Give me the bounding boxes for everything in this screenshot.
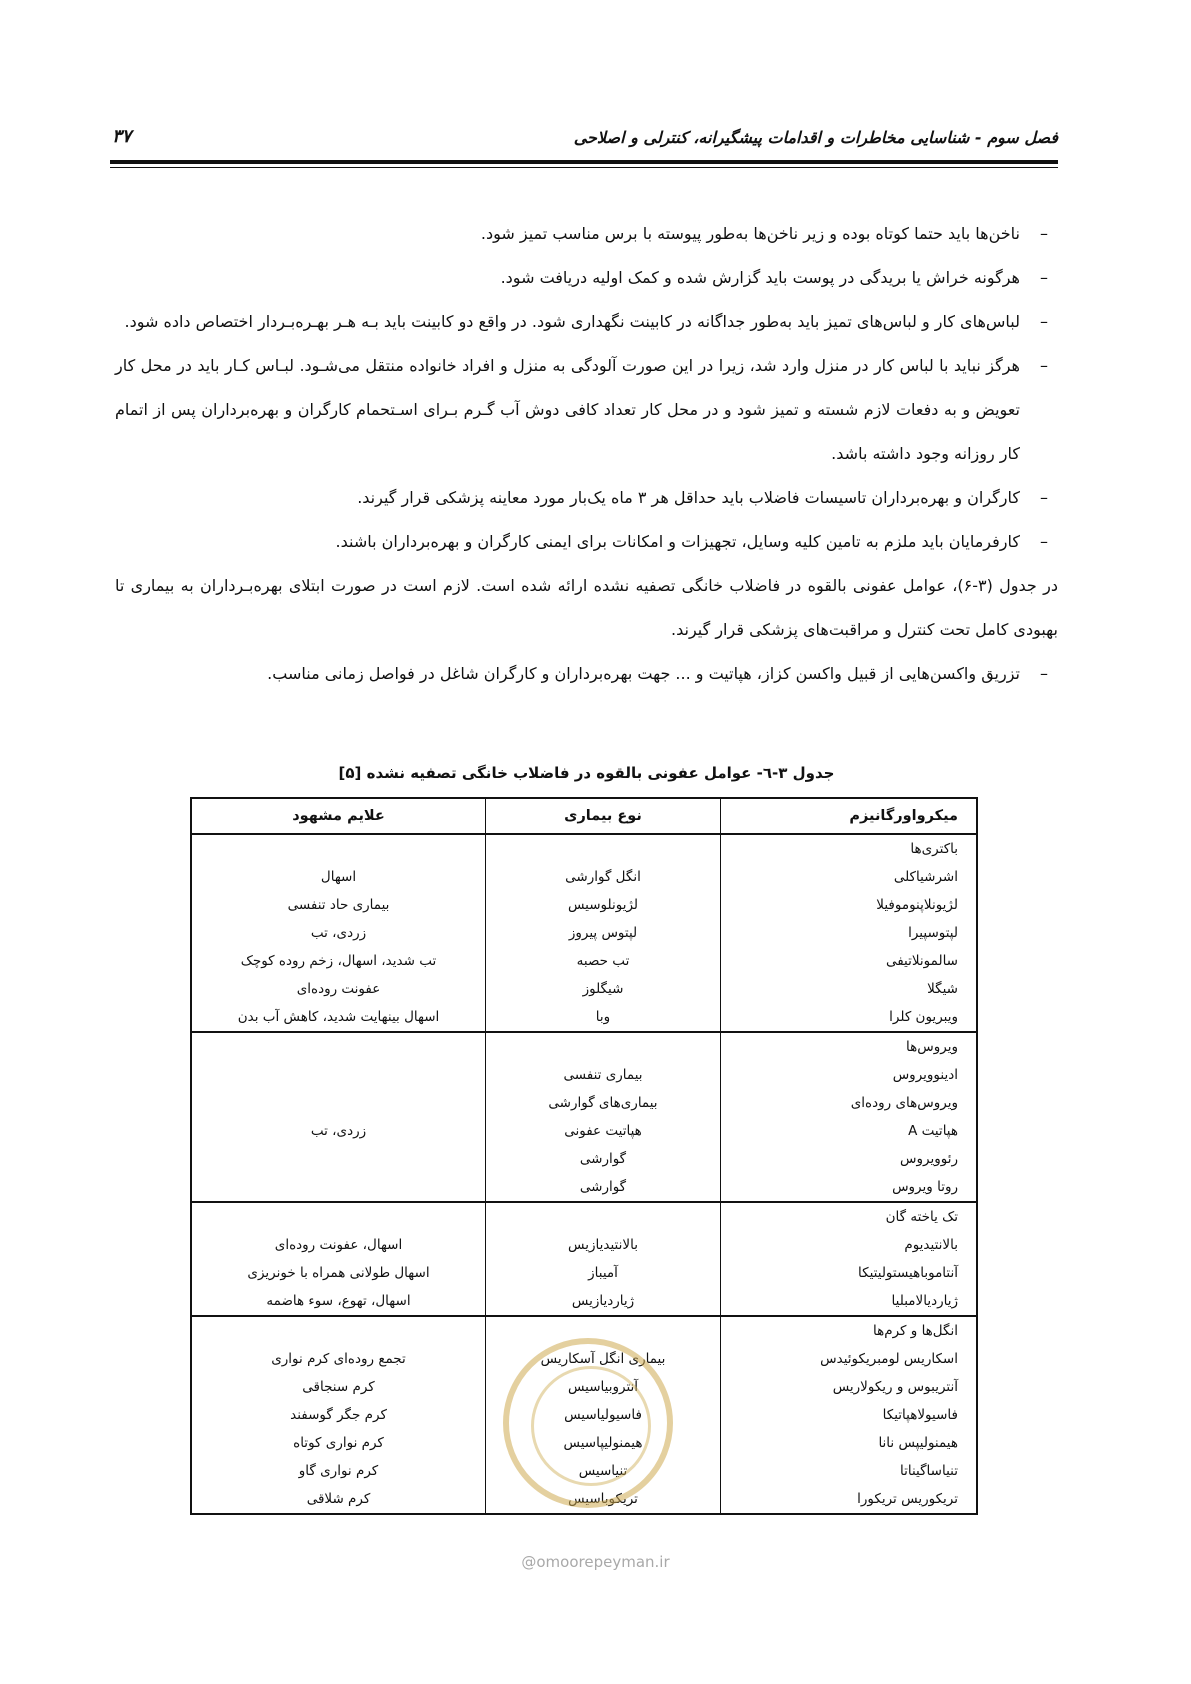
- table-row: [191, 1316, 977, 1514]
- page-number: ۳۷: [112, 126, 132, 147]
- disease-line: شیگلوز: [582, 981, 624, 997]
- bullet-item: – تزریق واکسن‌هایی از قبیل واکسن کزاز، هپاتیت و ... جهت بهره‌برداران و کارگران شاغل در فواصل زمانی مناسب.: [115, 652, 1058, 696]
- table-group-viruses: [191, 1032, 977, 1202]
- microorganism-line: لپتوسپیرا: [908, 925, 958, 941]
- header-rule-thick: [110, 160, 1058, 164]
- symptom-line: [192, 1173, 485, 1201]
- microorganism-line: تریکوریس تریکورا: [857, 1491, 958, 1507]
- disease-line: لپتوس پیروز: [568, 925, 638, 941]
- watermark-url: @omoorepeyman.ir: [521, 1553, 670, 1571]
- symptoms-cell: [191, 1032, 486, 1202]
- microorganism-line: ویروس‌ها: [906, 1039, 958, 1055]
- running-header: [110, 128, 1058, 158]
- table-row: [191, 1202, 977, 1316]
- bullet-item: – ناخن‌ها باید حتما کوتاه بوده و زیر ناخن‌ها به‌طور پیوسته با برس مناسب تمیز شود.: [115, 212, 1058, 256]
- symptom-line: تجمع روده‌ای کرم نواری: [271, 1351, 406, 1367]
- disease-line: [486, 835, 720, 863]
- disease-line: [486, 1033, 720, 1061]
- symptom-line: [192, 835, 485, 863]
- microorganism-line: ویروس‌های روده‌ای: [850, 1095, 958, 1111]
- symptom-line: کرم نواری گاو: [298, 1463, 379, 1479]
- disease-line: تب حصبه: [576, 953, 630, 969]
- bullet-item: – لباس‌های کار و لباس‌های تمیز باید به‌طور جداگانه در کابینت نگهداری شود. در واقع دو کابینت باید بـه هـر بهـره‌بـردار اختصاص داده شود.: [115, 300, 1058, 344]
- microorganism-line: ژیاردیالامبلیا: [891, 1293, 958, 1309]
- symptom-line: تب شدید، اسهال، زخم روده کوچک: [240, 953, 437, 969]
- symptom-line: [192, 1089, 485, 1117]
- column-header-disease: نوع بیماری: [486, 798, 721, 834]
- symptom-line: [192, 1061, 485, 1089]
- microorganism-line: ادینوویروس: [892, 1067, 958, 1083]
- symptom-line: زردی، تب: [310, 1123, 367, 1139]
- disease-line: لژیونلوسیس: [567, 897, 639, 913]
- chapter-title: فصل سوم - شناسایی مخاطرات و اقدامات پیشگیرانه، کنترلی و اصلاحی: [573, 128, 1058, 147]
- microorganism-line: ویبریون کلرا: [889, 1009, 958, 1025]
- microorganism-line: تک یاخته گان: [885, 1209, 958, 1225]
- microorganism-line: اسکاریس لومبریکوئیدس: [820, 1351, 958, 1367]
- symptom-line: اسهال، تهوع، سوء هاضمه: [266, 1293, 411, 1309]
- microorganism-line: هیمنولیپس نانا: [878, 1435, 958, 1451]
- microorganism-line: آنتریبوس و ریکولاریس: [832, 1379, 958, 1395]
- symptom-line: کرم نواری کوتاه: [293, 1435, 384, 1451]
- microorganism-line: شیگلا: [927, 981, 958, 997]
- symptom-line: کرم جگر گوسفند: [290, 1407, 387, 1423]
- symptom-line: کرم سنجاقی: [302, 1379, 375, 1395]
- symptom-line: اسهال طولانی همراه با خونریزی: [247, 1265, 430, 1281]
- disease-line: آنتروبیاسیس: [567, 1379, 639, 1395]
- bullet-item: – هرگز نباید با لباس کار در منزل وارد شد، زیرا در این صورت آلودگی به منزل و افراد خانواده منتقل می‌شـود. لبـاس کـار باید در محل کار تعویض و به دفعات لازم شسته و تمیز شود و در محل کار تعداد کافی دوش آب گـرم بـرای اسـتحمام کارگران و بهره‌برداران پس از اتمام کار روزانه وجود داشته باشد.: [115, 344, 1058, 476]
- symptoms-cell: [191, 1316, 486, 1514]
- microorganism-line: رئوویروس: [900, 1151, 958, 1167]
- table-group-protozoa: [191, 1202, 977, 1316]
- symptom-line: کرم شلاقی: [306, 1491, 371, 1507]
- disease-line: تریکوباسیس: [568, 1491, 638, 1507]
- disease-line: آمیباز: [588, 1265, 618, 1281]
- disease-line: [486, 1203, 720, 1231]
- symptom-line: زردی، تب: [310, 925, 367, 941]
- microorganism-cell: [721, 1316, 978, 1514]
- bullet-item: – هرگونه خراش یا بریدگی در پوست باید گزارش شده و کمک اولیه دریافت شود.: [115, 256, 1058, 300]
- microorganism-line: تنیاساگیناتا: [899, 1463, 958, 1479]
- microorganism-line: آنتاموباهیستولیتیکا: [858, 1265, 958, 1281]
- symptoms-cell: [191, 1202, 486, 1316]
- bullet-item: – کارگران و بهره‌برداران تاسیسات فاضلاب باید حداقل هر ۳ ماه یک‌بار مورد معاینه پزشکی قرار گیرند.: [115, 476, 1058, 520]
- table-caption: جدول ۳-٦- عوامل عفونی بالقوه در فاضلاب خانگی تصفیه نشده [۵]: [338, 764, 835, 782]
- disease-line: [486, 1317, 720, 1345]
- symptom-line: [192, 1033, 485, 1061]
- microorganism-line: هپاتیت A: [908, 1123, 958, 1139]
- disease-line: گوارشی: [579, 1151, 627, 1167]
- body-paragraph: در جدول (۳-۶)، عوامل عفونی بالقوه در فاضلاب خانگی تصفیه نشده ارائه شده است. لازم است در صورت ابتلای بهره‌بـرداران به بیماری تا بهبودی کامل تحت کنترل و مراقبت‌های پزشکی قرار گیرند.: [115, 576, 1058, 639]
- bullet-item: – کارفرمایان باید ملزم به تامین کلیه وسایل، تجهیزات و امکانات برای ایمنی کارگران و بهره‌برداران باشند.: [115, 520, 1058, 564]
- disease-line: تنیاسیس: [578, 1463, 628, 1479]
- symptom-line: عفونت روده‌ای: [296, 981, 381, 997]
- disease-line: گوارشی: [579, 1179, 627, 1195]
- symptom-line: [192, 1203, 485, 1231]
- table-group-helminths: [191, 1316, 977, 1514]
- microorganism-line: فاسیولاهپاتیکا: [882, 1407, 958, 1423]
- disease-line: انگل گوارشی: [565, 869, 641, 885]
- disease-cell: [486, 1316, 721, 1514]
- disease-line: بیماری‌های گوارشی: [548, 1095, 658, 1111]
- disease-cell: [486, 1032, 721, 1202]
- disease-line: هپاتیت عفونی: [564, 1123, 642, 1139]
- symptom-line: بیماری حاد تنفسی: [287, 897, 390, 913]
- microorganism-cell: [721, 834, 978, 1032]
- table-group-bacteria: [191, 834, 977, 1032]
- pathogen-table: [190, 797, 978, 1515]
- microorganism-cell: [721, 1202, 978, 1316]
- microorganism-line: اشرشیاکلی: [893, 869, 958, 885]
- microorganism-line: باکتری‌ها: [910, 841, 958, 857]
- disease-line: بیماری تنفسی: [563, 1067, 643, 1083]
- table-header-row: [191, 798, 977, 834]
- body-text: [115, 212, 1058, 696]
- symptoms-cell: [191, 834, 486, 1032]
- column-header-microorganism: میکرواورگانیزم: [721, 798, 978, 834]
- disease-line: بالانتیدیازیس: [568, 1237, 638, 1253]
- disease-line: فاسیولیاسیس: [564, 1407, 642, 1423]
- disease-line: هیمنولیپاسیس: [563, 1435, 643, 1451]
- column-header-symptoms: علایم مشهود: [191, 798, 486, 834]
- symptom-line: اسهال بینهایت شدید، کاهش آب بدن: [237, 1009, 440, 1025]
- disease-cell: [486, 834, 721, 1032]
- table-row: [191, 834, 977, 1032]
- symptom-line: اسهال: [320, 869, 357, 885]
- microorganism-cell: [721, 1032, 978, 1202]
- disease-line: ژیاردیازیس: [571, 1293, 635, 1309]
- microorganism-line: لژیونلاپنوموفیلا: [876, 897, 958, 913]
- disease-line: وبا: [595, 1009, 611, 1025]
- microorganism-line: انگل‌ها و کرم‌ها: [873, 1323, 958, 1339]
- table-row: [191, 1032, 977, 1202]
- symptom-line: اسهال، عفونت روده‌ای: [274, 1237, 403, 1253]
- microorganism-line: روتا ویروس: [892, 1179, 958, 1195]
- header-rule-thin: [110, 167, 1058, 168]
- symptom-line: [192, 1317, 485, 1345]
- disease-line: بیماری انگل آسکاریس: [540, 1351, 666, 1367]
- symptom-line: [192, 1145, 485, 1173]
- microorganism-line: بالانتیدیوم: [904, 1237, 958, 1253]
- disease-cell: [486, 1202, 721, 1316]
- microorganism-line: سالمونلاتیفی: [885, 953, 958, 969]
